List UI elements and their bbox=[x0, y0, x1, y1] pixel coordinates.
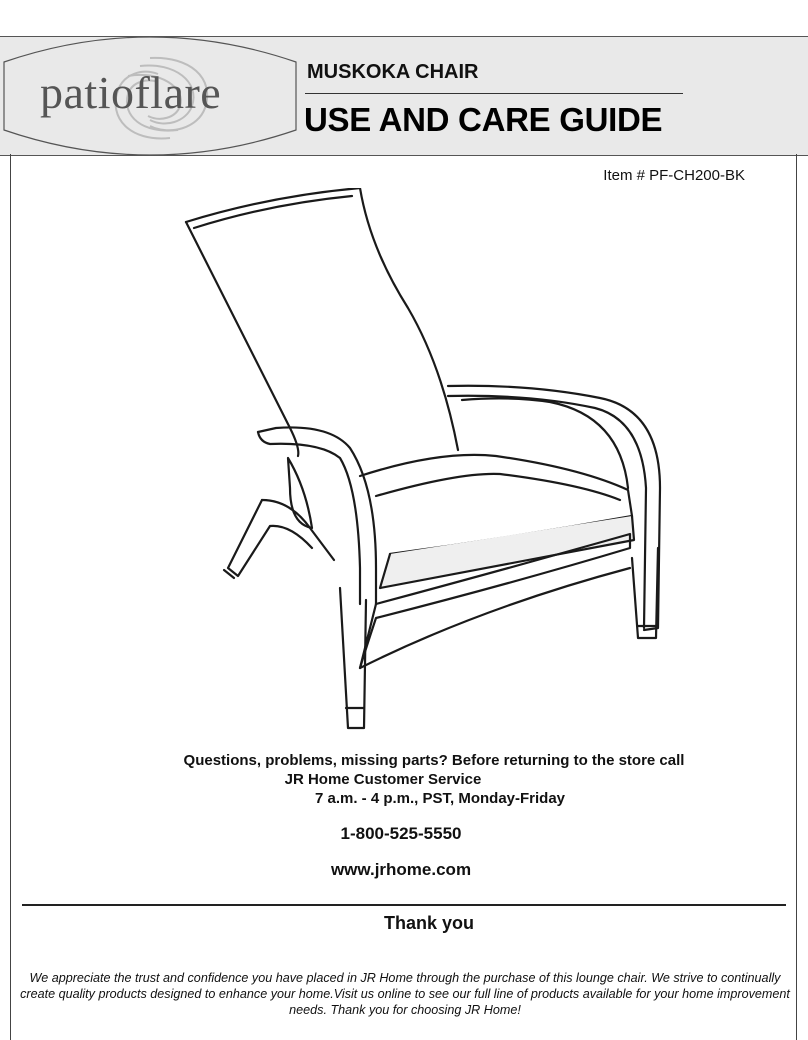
service-hours: 7 a.m. - 4 p.m., PST, Monday-Friday bbox=[314, 790, 566, 807]
brand-logo: patioflare bbox=[40, 67, 222, 118]
thank-you-heading: Thank you bbox=[383, 913, 474, 933]
page-title: USE AND CARE GUIDE bbox=[304, 101, 663, 138]
muskoka-chair-illustration bbox=[180, 188, 680, 733]
phone-number: 1-800-525-5550 bbox=[340, 824, 462, 843]
item-number: Item # PF-CH200-BK bbox=[603, 167, 745, 184]
contact-question: Questions, problems, missing parts? Before returning to the store call bbox=[183, 752, 685, 769]
product-subtitle: MUSKOKA CHAIR bbox=[307, 61, 479, 83]
customer-service-name: JR Home Customer Service bbox=[284, 771, 482, 788]
title-divider bbox=[305, 93, 683, 94]
website-link[interactable]: www.jrhome.com bbox=[330, 860, 472, 879]
footer-divider bbox=[22, 904, 786, 906]
thank-you-message: We appreciate the trust and confidence you have placed in JR Home through the purchase of this lounge chair. We strive to continually create quality products designed to enhance your home.Visit us online to see our full line of products available for your home improvement needs. Thank you for choosing JR Home! bbox=[20, 971, 790, 1017]
